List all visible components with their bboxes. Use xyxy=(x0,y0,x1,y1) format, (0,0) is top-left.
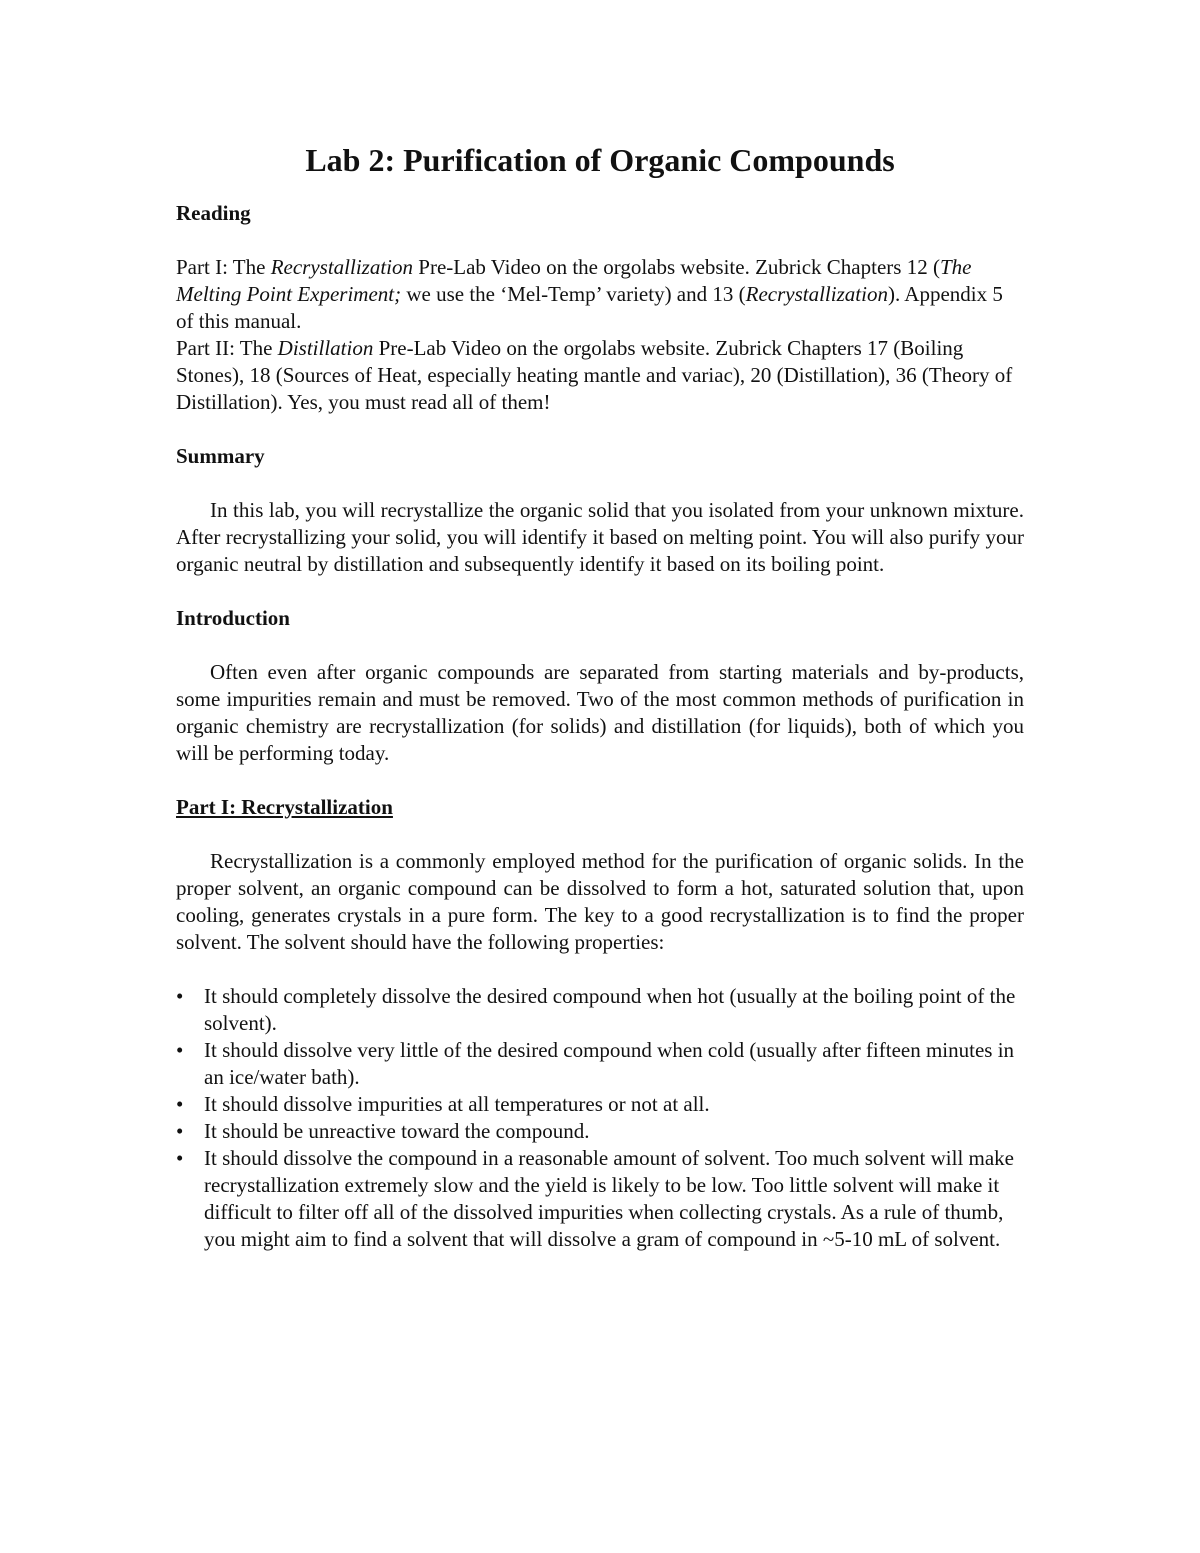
bullet-icon: • xyxy=(176,1119,184,1143)
summary-heading: Summary xyxy=(176,444,265,468)
reading-part1-italic1: Recrystallization xyxy=(270,255,414,279)
bullet-icon: • xyxy=(176,1146,184,1170)
reading-part1-text4: ). Appendix 5 of this manual. xyxy=(176,282,1003,333)
part-i-paragraph: Recrystallization is a commonly employed method for the purification of organic solids. In the proper solvent, an organic compound can be dissolved to form a hot, saturated solution that, upon cooling, generates crystals in a pure form. The key to a good recrystallization is to find the proper solvent. The solvent should have the following properties: xyxy=(176,849,1024,954)
list-item-text: It should dissolve the compound in a reasonable amount of solvent. Too much solvent will make recrystallization extremely slow and the yield is likely to be low. Too little solvent will make it difficult to filter off all of the dissolved impurities when collecting crystals. As a rule of thumb, you might aim to find a solvent that will dissolve a gram of compound in ~5-10 mL of solvent. xyxy=(204,1146,1015,1251)
list-item xyxy=(176,1118,1024,1145)
list-item-text: It should dissolve impurities at all temperatures or not at all. xyxy=(204,1092,710,1116)
reading-section xyxy=(176,254,1024,416)
solvent-properties-list xyxy=(176,983,1024,1253)
list-item xyxy=(176,1145,1024,1253)
reading-part2-text1: Part II: The xyxy=(176,336,278,360)
introduction-paragraph: Often even after organic compounds are separated from starting materials and by-products, some impurities remain and must be removed. Two of the most common methods of purification in organic chemistry are recrystallization (for solids) and distillation (for liquids), both of which you will be performing today. xyxy=(176,660,1024,765)
reading-part2-text2: Pre-Lab Video on the orgolabs website. Zubrick Chapters 17 (Boiling Stones), 18 (Sources of Heat, especially heating mantle and variac), 20 (Distillation), 36 (Theory of Distillation). Yes, you must read all of them! xyxy=(176,336,1013,414)
list-item xyxy=(176,1091,1024,1118)
bullet-icon: • xyxy=(176,984,184,1008)
list-item-text: It should dissolve very little of the desired compound when cold (usually after fifteen minutes in an ice/water bath). xyxy=(204,1038,1015,1089)
reading-part1 xyxy=(176,254,1024,335)
reading-part2 xyxy=(176,335,1024,416)
bullet-icon: • xyxy=(176,1038,184,1062)
introduction-heading: Introduction xyxy=(176,606,290,630)
summary-paragraph: In this lab, you will recrystallize the organic solid that you isolated from your unknown mixture. After recrystallizing your solid, you will identify it based on melting point. You will also purify your organic neutral by distillation and subsequently identify it based on its boiling point. xyxy=(176,498,1024,576)
list-item xyxy=(176,983,1024,1037)
reading-part1-text3: we use the ‘Mel-Temp’ variety) and 13 ( xyxy=(401,282,746,306)
reading-part2-italic1: Distillation xyxy=(277,336,374,360)
document-page xyxy=(176,140,1024,1253)
reading-part1-italic3: Recrystallization xyxy=(745,282,888,306)
part-i-heading: Part I: Recrystallization xyxy=(176,795,393,819)
reading-part1-text1: Part I: The xyxy=(176,255,271,279)
list-item-text: It should be unreactive toward the compound. xyxy=(204,1119,590,1143)
bullet-icon: • xyxy=(176,1092,184,1116)
list-item-text: It should completely dissolve the desired compound when hot (usually at the boiling point of the solvent). xyxy=(204,984,1016,1035)
reading-part1-text2: Pre-Lab Video on the orgolabs website. Zubrick Chapters 12 ( xyxy=(413,255,940,279)
list-item xyxy=(176,1037,1024,1091)
reading-part1-italic2: The Melting Point Experiment; xyxy=(176,255,972,306)
reading-heading: Reading xyxy=(176,201,251,225)
page-title: Lab 2: Purification of Organic Compounds xyxy=(305,142,895,178)
